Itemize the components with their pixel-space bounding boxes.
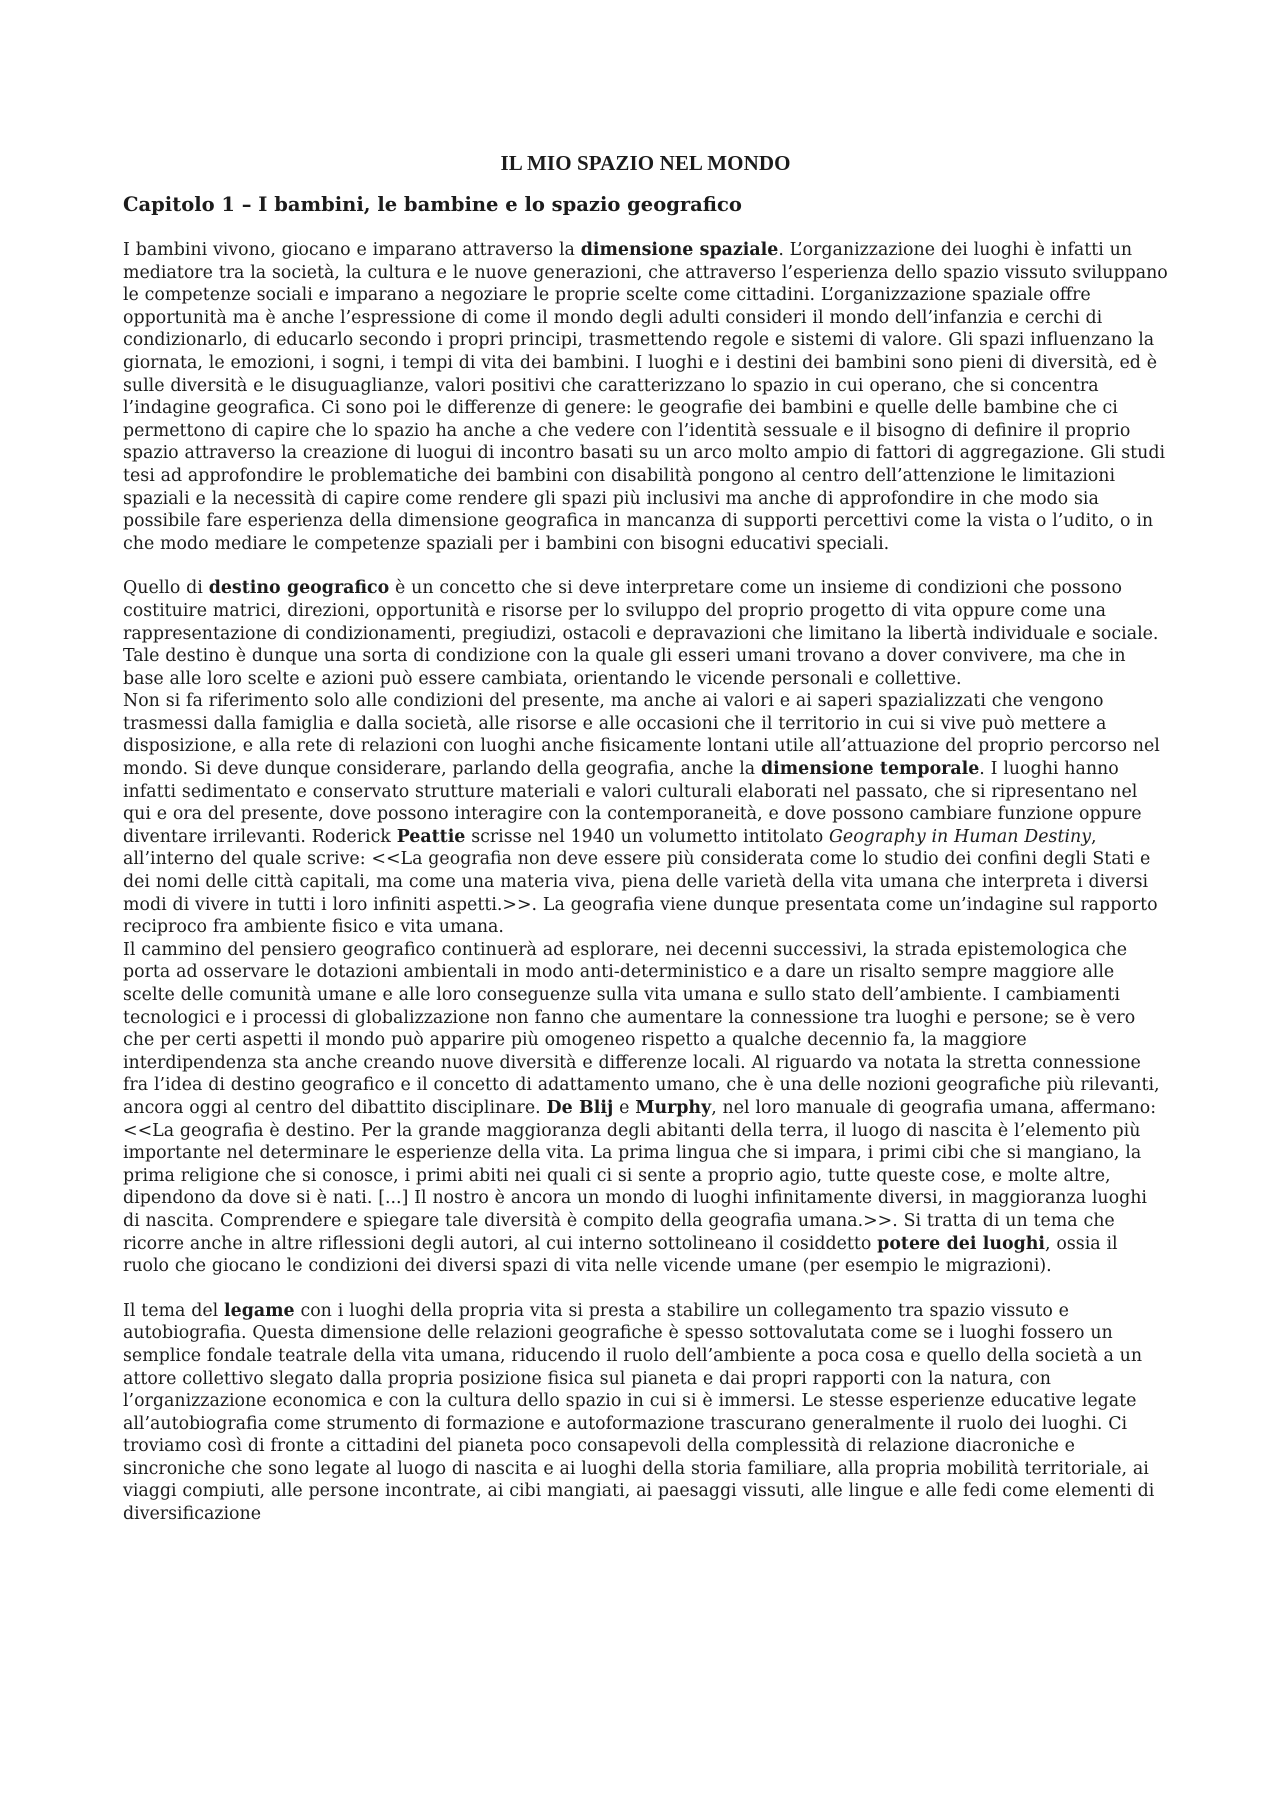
bold-term: potere dei luoghi — [877, 1233, 1046, 1254]
text-run: con i luoghi della propria vita si presta a stabilire un collegamento tra spazio vissuto e autobiografia. Questa dimensione delle relazioni geografiche è spesso sottovalutata come se i luoghi fossero un semplice fondale teatrale della vita umana, riducendo il ruolo dell’ambiente a poca cosa e quello della società a un attore collettivo slegato dalla propria posizione fisica sul pianeta e dai propri rapporti con la natura, con l’organizzazione economica e con la cultura dello spazio in cui si è immersi. Le stesse esperienze educative legate all’autobiografia come strumento di formazione e autoformazione trascurano generalmente il ruolo dei luoghi. Ci troviamo così di fronte a cittadini del pianeta poco consapevoli della complessità di relazione diacroniche e sincroniche che sono legate al luogo di nascita e ai luoghi della storia familiare, alla propria mobilità territoriale, ai viaggi compiuti, alle persone incontrate, ai cibi mangiati, ai paesaggi vissuti, alle lingue e alle fedi come elementi di diversificazione — [123, 1300, 1155, 1525]
bold-term: Murphy — [635, 1097, 712, 1118]
bold-term: dimensione spaziale — [580, 240, 779, 260]
body-paragraph — [123, 577, 1168, 690]
text-run: , ossia il ruolo che giocano le condizioni dei diversi spazi di vita nelle vicende umane (per esempio le migrazioni). — [123, 1233, 1118, 1277]
text-run: Quello di — [123, 578, 209, 599]
body-text — [123, 239, 1168, 1526]
body-paragraph — [123, 939, 1168, 1278]
text-run: scrisse nel 1940 un volumetto intitolato — [465, 826, 830, 847]
document-page — [123, 150, 1168, 1526]
body-paragraph — [123, 239, 1168, 555]
text-run: I bambini vivono, giocano e imparano attraverso la — [123, 240, 581, 260]
body-paragraph — [123, 690, 1168, 939]
text-run: è un concetto che si deve interpretare come un insieme di condizioni che possono costituire matrici, direzioni, opportunità e risorse per lo sviluppo del proprio progetto di vita oppure come una rappresentazione di condizionamenti, pregiudizi, ostacoli e depravazioni che limitano la libertà individuale e sociale. Tale destino è dunque una sorta di condizione con la quale gli esseri umani trovano a dover convivere, ma che in base alle loro scelte e azioni può essere cambiata, orientando le vicende personali e collettive. — [123, 578, 1159, 689]
text-run: . I luoghi hanno infatti sedimentato e conservato strutture materiali e valori culturali elaborati nel passato, che si ripresentano nel qui e ora del presente, dove possono interagire con la contemporaneità, e dove possono cambiare funzione oppure diventare irrilevanti. Roderick — [123, 759, 1142, 847]
text-run: Il cammino del pensiero geografico continuerà ad esplorare, nei decenni successivi, la strada epistemologica che porta ad osservare le dotazioni ambientali in modo anti-deterministico e a dare un risalto sempre maggiore alle scelte delle comunità umane e alle loro conseguenze sulla vita umana e sullo stato dell’ambiente. I cambiamenti tecnologici e i processi di globalizzazione non fanno che aumentare la connessione tra luoghi e persone; se è vero che per certi aspetti il mondo può apparire più omogeneo rispetto a qualche decennio fa, la maggiore interdipendenza sta anche creando nuove diversità e differenze locali. Al riguardo va notata la stretta connessione fra l’idea di destino geografico e il concetto di adattamento umano, che è una delle nozioni geografiche più rilevanti, ancora oggi al centro del dibattito disciplinare. — [123, 939, 1160, 1118]
bold-term: Peattie — [396, 826, 466, 847]
book-title: Geography in Human Destiny — [829, 826, 1092, 847]
text-run: Il tema del — [123, 1300, 225, 1321]
chapter-title: Capitolo 1 – I bambini, le bambine e lo spazio geografico — [123, 193, 742, 216]
text-run: . L’organizzazione dei luoghi è infatti un mediatore tra la società, la cultura e le nuove generazioni, che attraverso l’esperienza dello spazio vissuto sviluppano le competenze sociali e imparano a negoziare le proprie scelte come cittadini. L’organizzazione spaziale offre opportunità ma è anche l’espressione di come il mondo degli adulti consideri il mondo dell’infanzia e cerchi di condizionarlo, di educarlo secondo i propri principi, trasmettendo regole e sistemi di valore. Gli spazi influenzano la giornata, le emozioni, i sogni, i tempi di vita dei bambini. I luoghi e i destini dei bambini sono pieni di diversità, ed è sulle diversità e le disuguaglianze, valori positivi che caratterizzano lo spazio in cui operano, che si concentra l’indagine geografica. Ci sono poi le differenze di genere: le geografie dei bambini e quelle delle bambine che ci permettono di capire che lo spazio ha anche a che vedere con l’identità sessuale e il bisogno di definire il proprio spazio attraverso la creazione di luogui di incontro basati su un arco molto ampio di fattori di aggregazione. Gli studi tesi ad approfondire le problematiche dei bambini con disabilità pongono al centro dell’attenzione le limitazioni spaziali e la necessità di capire come rendere gli spazi più inclusivi ma anche di approfondire in che modo sia possibile fare esperienza della dimensione geografica in mancanza di supporti percettivi come la vista o l’udito, o in che modo mediare le competenze spaziali per i bambini con bisogni educativi speciali. — [123, 240, 1168, 554]
text-run: , all’interno del quale scrive: <<La geografia non deve essere più considerata come lo studio dei confini degli Stati e dei nomi delle città capitali, ma come una materia viva, piena delle varietà della vita umana che interpreta i diversi modi di vivere in tutti i loro infiniti aspetti.>>. La geografia viene dunque presentata come un’indagine sul rapporto reciproco fra ambiente fisico e vita umana. — [123, 826, 1158, 938]
bold-term: destino geografico — [208, 578, 390, 599]
document-title: IL MIO SPAZIO NEL MONDO — [500, 151, 791, 175]
bold-term: legame — [224, 1300, 295, 1321]
bold-term: De Blij — [546, 1097, 614, 1118]
body-paragraph — [123, 1300, 1168, 1526]
text-run: , nel loro manuale di geografia umana, affermano: <<La geografia è destino. Per la grande maggioranza degli abitanti della terra, il luogo di nascita è l’elemento più importante nel determinare le esperienze della vita. La prima lingua che si impara, i primi cibi che si mangiano, la prima religione che si conosce, i primi abiti nei quali ci si sente a proprio agio, tutte queste cose, e molte altre, dipendono da dove si è nati. [...] Il nostro è ancora un mondo di luoghi infinitamente diversi, in maggioranza luoghi di nascita. Comprendere e spiegare tale diversità è compito della geografia umana.>>. Si tratta di un tema che ricorre anche in altre riflessioni degli autori, al cui interno sottolineano il cosiddetto — [123, 1097, 1157, 1254]
text-run: e — [613, 1097, 636, 1118]
bold-term: dimensione temporale — [760, 759, 980, 780]
text-run: Non si fa riferimento solo alle condizioni del presente, ma anche ai valori e ai saperi spazializzati che vengono trasmessi dalla famiglia e dalla società, alle risorse e alle occasioni che il territorio in cui si vive può mettere a disposizione, e alla rete di relazioni con luoghi anche fisicamente lontani utile all’attuazione del proprio percorso nel mondo. Si deve dunque considerare, parlando della geografia, anche la — [123, 691, 1160, 780]
